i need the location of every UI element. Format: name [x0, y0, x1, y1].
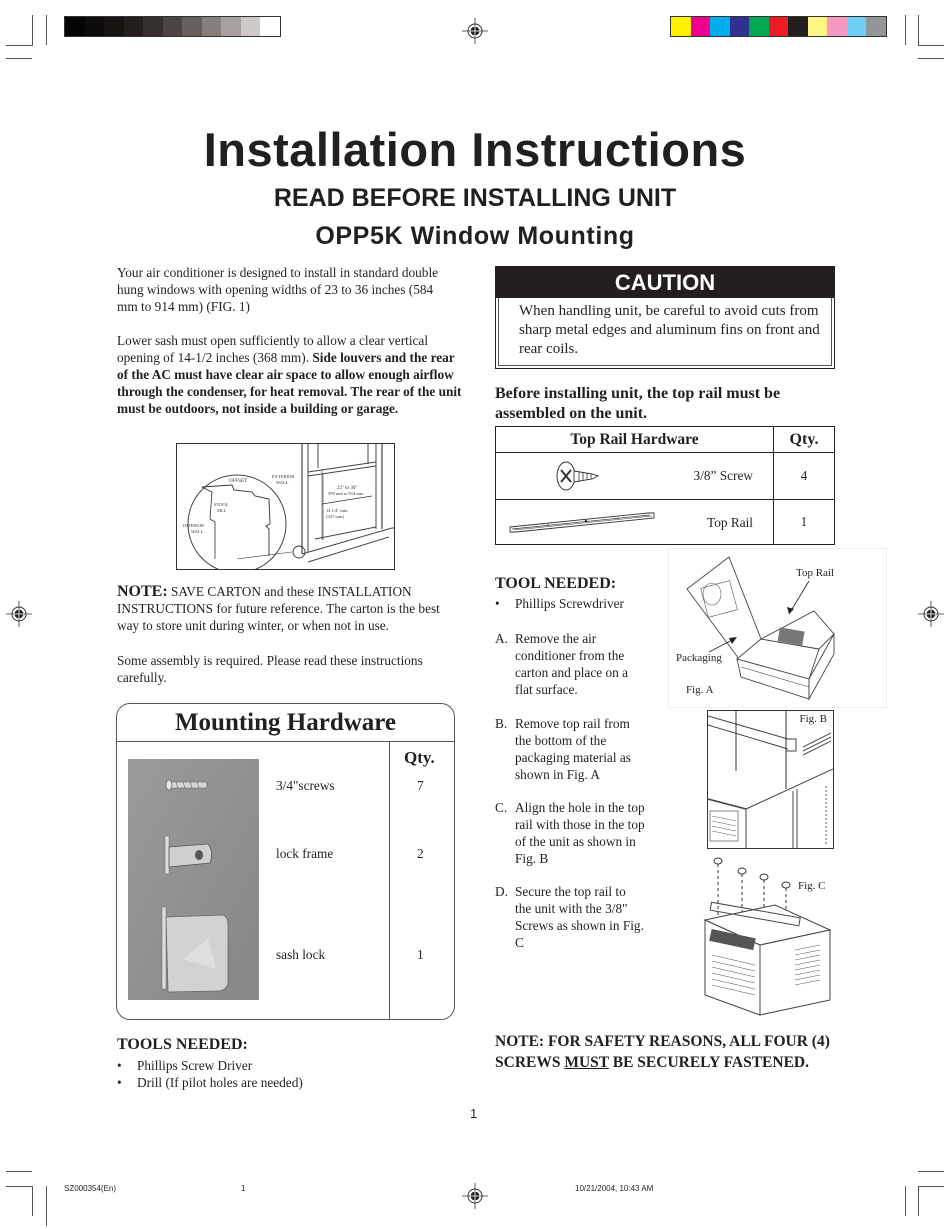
figure-c: [700, 855, 835, 1020]
hardware-item-qty: 7: [417, 778, 424, 793]
caution-heading: CAUTION: [496, 267, 834, 298]
calibration-swatch: [691, 17, 711, 36]
safety-note-emphasis: MUST: [564, 1053, 609, 1071]
safety-note: [495, 1032, 835, 1073]
step-a: [495, 630, 645, 698]
tool-item: • Phillips Screw Driver: [117, 1057, 457, 1074]
hardware-name: Top Rail: [707, 515, 753, 530]
page-subtitle: READ BEFORE INSTALLING UNIT: [273, 184, 677, 212]
assembly-notice: Some assembly is required. Please read these instructions carefully.: [117, 653, 423, 685]
svg-text:Top Rail: Top Rail: [796, 567, 835, 579]
save-carton-note: [117, 583, 457, 634]
hardware-item-qty: 2: [417, 846, 424, 861]
top-rail-instruction: Before installing unit, the top rail must be assembled on the unit.: [495, 385, 781, 422]
note-text: SAVE CARTON and these INSTALLATION INSTRUCTIONS for future reference. The carton is the best way to store unit during winter, or when not in use.: [117, 584, 440, 633]
step-label: B.: [495, 716, 508, 731]
step-label: C.: [495, 800, 508, 815]
tool-item: • Phillips Screwdriver: [495, 595, 665, 612]
calibration-swatch: [827, 17, 847, 36]
hardware-name: 3/8” Screw: [693, 468, 753, 483]
calibration-swatch: [671, 17, 691, 36]
svg-text:SILL: SILL: [217, 508, 227, 513]
airflow-warning-text: Side louvers and the rear of the AC must have clear air space to allow enough airflow through the condenser, for heat removal. The rear of the unit must be outdoors, not inside a building or garage.: [117, 350, 462, 416]
page-number: 1: [470, 1106, 478, 1121]
tools-needed-section: [117, 1035, 457, 1091]
svg-text:EXTERIOR: EXTERIOR: [272, 474, 295, 479]
calibration-swatch: [221, 17, 241, 36]
svg-text:STOOL: STOOL: [214, 502, 229, 507]
registration-mark-icon: [462, 18, 488, 44]
hardware-item-name: lock frame: [276, 846, 334, 861]
calibration-swatch: [788, 17, 808, 36]
color-calibration-bar: [670, 16, 887, 37]
calibration-swatch: [241, 17, 261, 36]
note-label: NOTE:: [117, 583, 168, 600]
table-row: [496, 500, 835, 545]
hardware-photo: [128, 759, 259, 1000]
screw-icon: [554, 459, 602, 493]
registration-mark-icon: [6, 601, 32, 627]
table-header-row: [496, 427, 835, 453]
safety-note-text: BE SECURELY FASTENED.: [608, 1053, 809, 1071]
figure-a: [668, 548, 887, 708]
calibration-swatch: [808, 17, 828, 36]
sash-paragraph: [117, 332, 462, 417]
figure-c-caption: Fig. C: [798, 880, 826, 892]
figure-b-caption: Fig. B: [799, 713, 827, 725]
window-diagram-figure-1: [176, 443, 395, 570]
svg-text:WALL: WALL: [191, 529, 204, 534]
svg-text:22" to 36": 22" to 36": [337, 486, 358, 491]
calibration-swatch: [710, 17, 730, 36]
calibration-swatch: [866, 17, 886, 36]
footer-timestamp: 10/21/2004, 10:43 AM: [575, 1184, 654, 1193]
page-title: Installation Instructions: [203, 123, 747, 176]
tools-needed-heading: TOOLS NEEDED:: [117, 1036, 248, 1053]
mounting-hardware-box: [116, 703, 455, 1020]
window-diagram-illustration: [177, 444, 394, 569]
calibration-swatch: [202, 17, 222, 36]
calibration-swatch: [163, 17, 183, 36]
intro-paragraph: Your air conditioner is designed to install in standard double hung windows with opening widths of 23 to 36 inches (584 mm to 914 mm) (FIG. 1): [117, 265, 439, 314]
top-rail-hardware-table: [495, 426, 835, 545]
tool-needed-list: [495, 595, 665, 612]
safety-note-text: NOTE: FOR SAFETY REASONS, ALL FOUR (4) SCREWS: [495, 1033, 830, 1071]
table-header-item: Top Rail Hardware: [496, 427, 774, 453]
caution-box: [495, 266, 835, 369]
unit-in-carton-illustration: [669, 549, 888, 709]
hardware-item-name: sash lock: [276, 947, 326, 962]
hardware-item-qty: 1: [417, 947, 424, 962]
footer-page: 1: [241, 1184, 246, 1193]
table-header-qty: Qty.: [774, 427, 835, 453]
qty-header: Qty.: [404, 748, 435, 767]
svg-text:OFFSET: OFFSET: [229, 479, 248, 484]
tool-item: • Drill (If pilot holes are needed): [117, 1074, 457, 1091]
model-heading: OPP5K Window Mounting: [315, 222, 635, 250]
tools-needed-list: [117, 1057, 457, 1091]
step-c: [495, 799, 645, 867]
step-label: D.: [495, 884, 508, 899]
step-text: Remove top rail from the bottom of the packaging material as shown in Fig. A: [515, 716, 631, 782]
registration-mark-icon: [462, 1183, 488, 1209]
calibration-swatch: [260, 17, 280, 36]
calibration-swatch: [749, 17, 769, 36]
mounting-hardware-title: Mounting Hardware: [117, 704, 454, 742]
sash-requirement-text: Lower sash must open sufficiently to allow a clear vertical opening of 14-1/2 inches (368 mm).: [117, 333, 429, 365]
hardware-qty: 4: [774, 453, 835, 500]
table-row: [496, 453, 835, 500]
step-label: A.: [495, 631, 508, 646]
step-d: [495, 883, 645, 951]
calibration-swatch: [124, 17, 144, 36]
svg-text:Packaging: Packaging: [676, 652, 722, 664]
svg-text:INTERIOR: INTERIOR: [183, 523, 204, 528]
qty-column-divider: [389, 742, 390, 1020]
caution-text: When handling unit, be careful to avoid cuts from sharp metal edges and aluminum fins on front and rear coils.: [498, 298, 832, 366]
svg-text:WALL: WALL: [276, 480, 289, 485]
step-text: Secure the top rail to the unit with the 3/8" Screws as shown in Fig. C: [515, 884, 644, 950]
hardware-qty: 1: [774, 500, 835, 545]
top-rail-alignment-illustration: [708, 711, 833, 848]
svg-text:14 1/4" min.: 14 1/4" min.: [326, 508, 349, 513]
calibration-swatch: [182, 17, 202, 36]
calibration-swatch: [769, 17, 789, 36]
calibration-swatch: [104, 17, 124, 36]
step-b: [495, 715, 645, 783]
hardware-item-name: 3/4"screws: [276, 778, 335, 793]
registration-mark-icon: [918, 601, 944, 627]
calibration-swatch: [143, 17, 163, 36]
top-rail-icon: [508, 510, 656, 536]
step-text: Remove the air conditioner from the carton and place on a flat surface.: [515, 631, 628, 697]
calibration-swatch: [65, 17, 85, 36]
grayscale-calibration-bar: [64, 16, 281, 37]
sash-lock-photo-icon: [162, 907, 228, 992]
svg-text:(337 mm): (337 mm): [326, 514, 344, 519]
svg-text:559 mm to 914 mm: 559 mm to 914 mm: [328, 491, 364, 496]
tool-needed-heading: TOOL NEEDED:: [495, 575, 617, 592]
tool-needed-section: [495, 574, 665, 612]
step-text: Align the hole in the top rail with those in the top of the unit as shown in Fig. B: [515, 800, 645, 866]
footer-doc-code: SZ000354(En): [64, 1184, 117, 1193]
figure-b: [707, 710, 834, 849]
calibration-swatch: [85, 17, 105, 36]
svg-text:Fig. A: Fig. A: [686, 684, 714, 696]
calibration-swatch: [847, 17, 867, 36]
calibration-swatch: [730, 17, 750, 36]
